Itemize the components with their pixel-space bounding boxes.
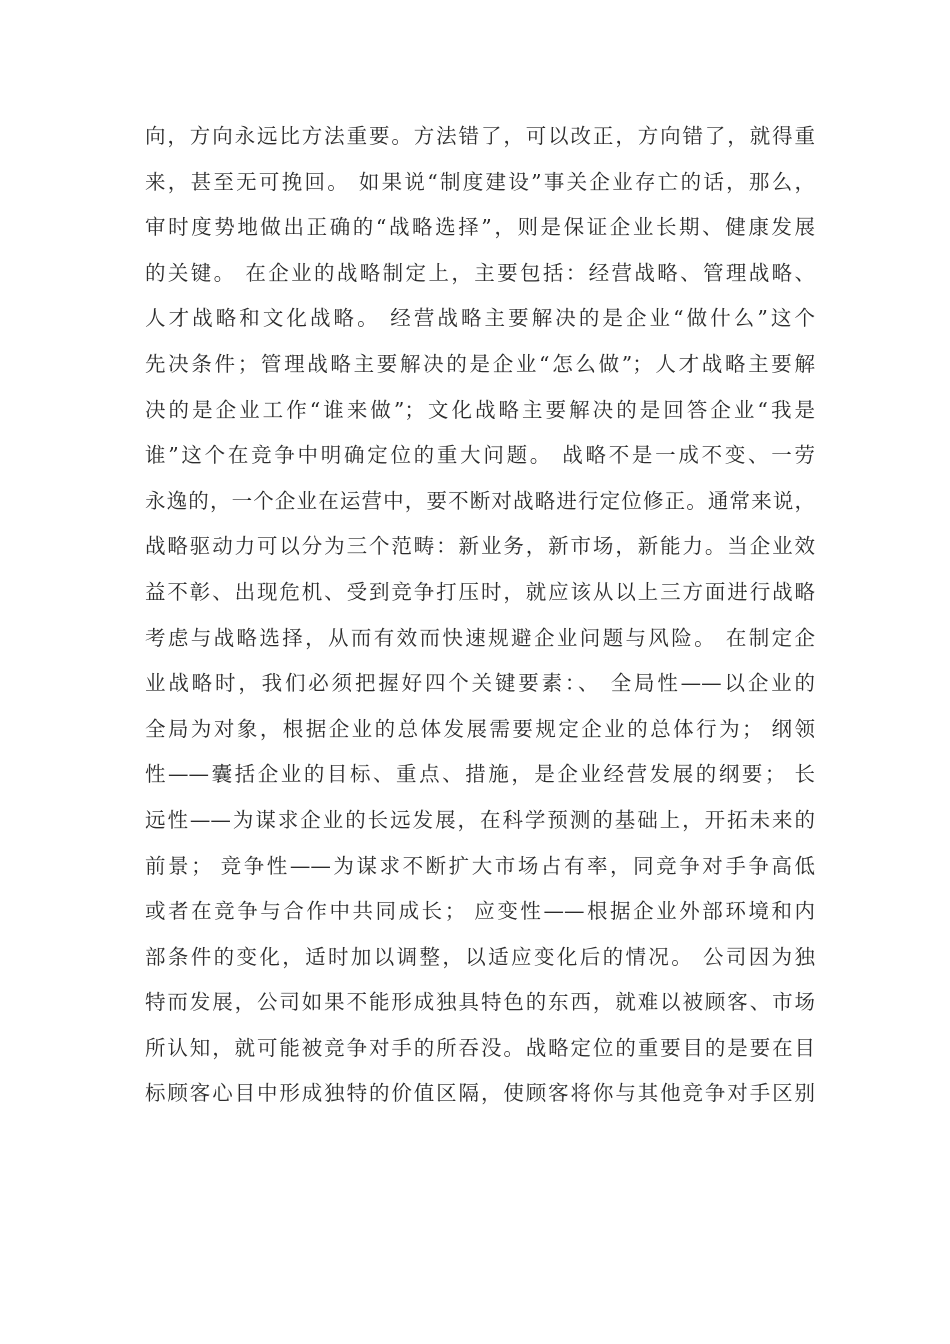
text-line: 益不彰、出现危机、受到竞争打压时，就应该从以上三方面进行战略 [145,579,815,604]
text-line: 特而发展，公司如果不能形成独具特色的东西，就难以被顾客、市场 [145,990,815,1015]
text-line: 前景； 竞争性——为谋求不断扩大市场占有率，同竞争对手争高低 [145,853,815,878]
text-line: 业战略时，我们必须把握好四个关键要素：、 全局性——以企业的 [145,671,815,696]
text-line: 部条件的变化，适时加以调整，以适应变化后的情况。 公司因为独 [145,944,815,969]
text-line: 谁”这个在竞争中明确定位的重大问题。 战略不是一成不变、一劳 [145,443,815,468]
text-line: 先决条件；管理战略主要解决的是企业“怎么做”；人才战略主要解 [145,351,815,376]
text-line: 永逸的，一个企业在运营中，要不断对战略进行定位修正。通常来说， [145,488,815,513]
text-line: 向，方向永远比方法重要。方法错了，可以改正，方向错了，就得重 [145,124,815,148]
text-line: 的关键。 在企业的战略制定上，主要包括：经营战略、管理战略、 [145,260,815,285]
text-line: 来，甚至无可挽回。 如果说“制度建设”事关企业存亡的话，那么， [145,169,815,194]
text-line: 决的是企业工作“谁来做”；文化战略主要解决的是回答企业“我是 [145,397,815,422]
text-line: 或者在竞争与合作中共同成长； 应变性——根据企业外部环境和内 [145,899,815,924]
text-line: 考虑与战略选择，从而有效而快速规避企业问题与风险。 在制定企 [145,625,815,650]
body-text [145,114,815,1117]
text-line: 所认知，就可能被竞争对手的所吞没。战略定位的重要目的是要在目 [145,1035,815,1060]
text-line: 战略驱动力可以分为三个范畴：新业务，新市场，新能力。当企业效 [145,534,815,559]
text-line: 审时度势地做出正确的“战略选择”，则是保证企业长期、健康发展 [145,215,815,240]
text-line: 远性——为谋求企业的长远发展，在科学预测的基础上，开拓未来的 [145,807,815,832]
text-line: 全局为对象，根据企业的总体发展需要规定企业的总体行为； 纲领 [145,716,815,741]
text-line: 性——囊括企业的目标、重点、措施，是企业经营发展的纲要； 长 [145,762,815,787]
text-line: 标顾客心目中形成独特的价值区隔，使顾客将你与其他竞争对手区别 [145,1081,815,1106]
text-line: 人才战略和文化战略。 经营战略主要解决的是企业“做什么”这个 [145,306,815,331]
